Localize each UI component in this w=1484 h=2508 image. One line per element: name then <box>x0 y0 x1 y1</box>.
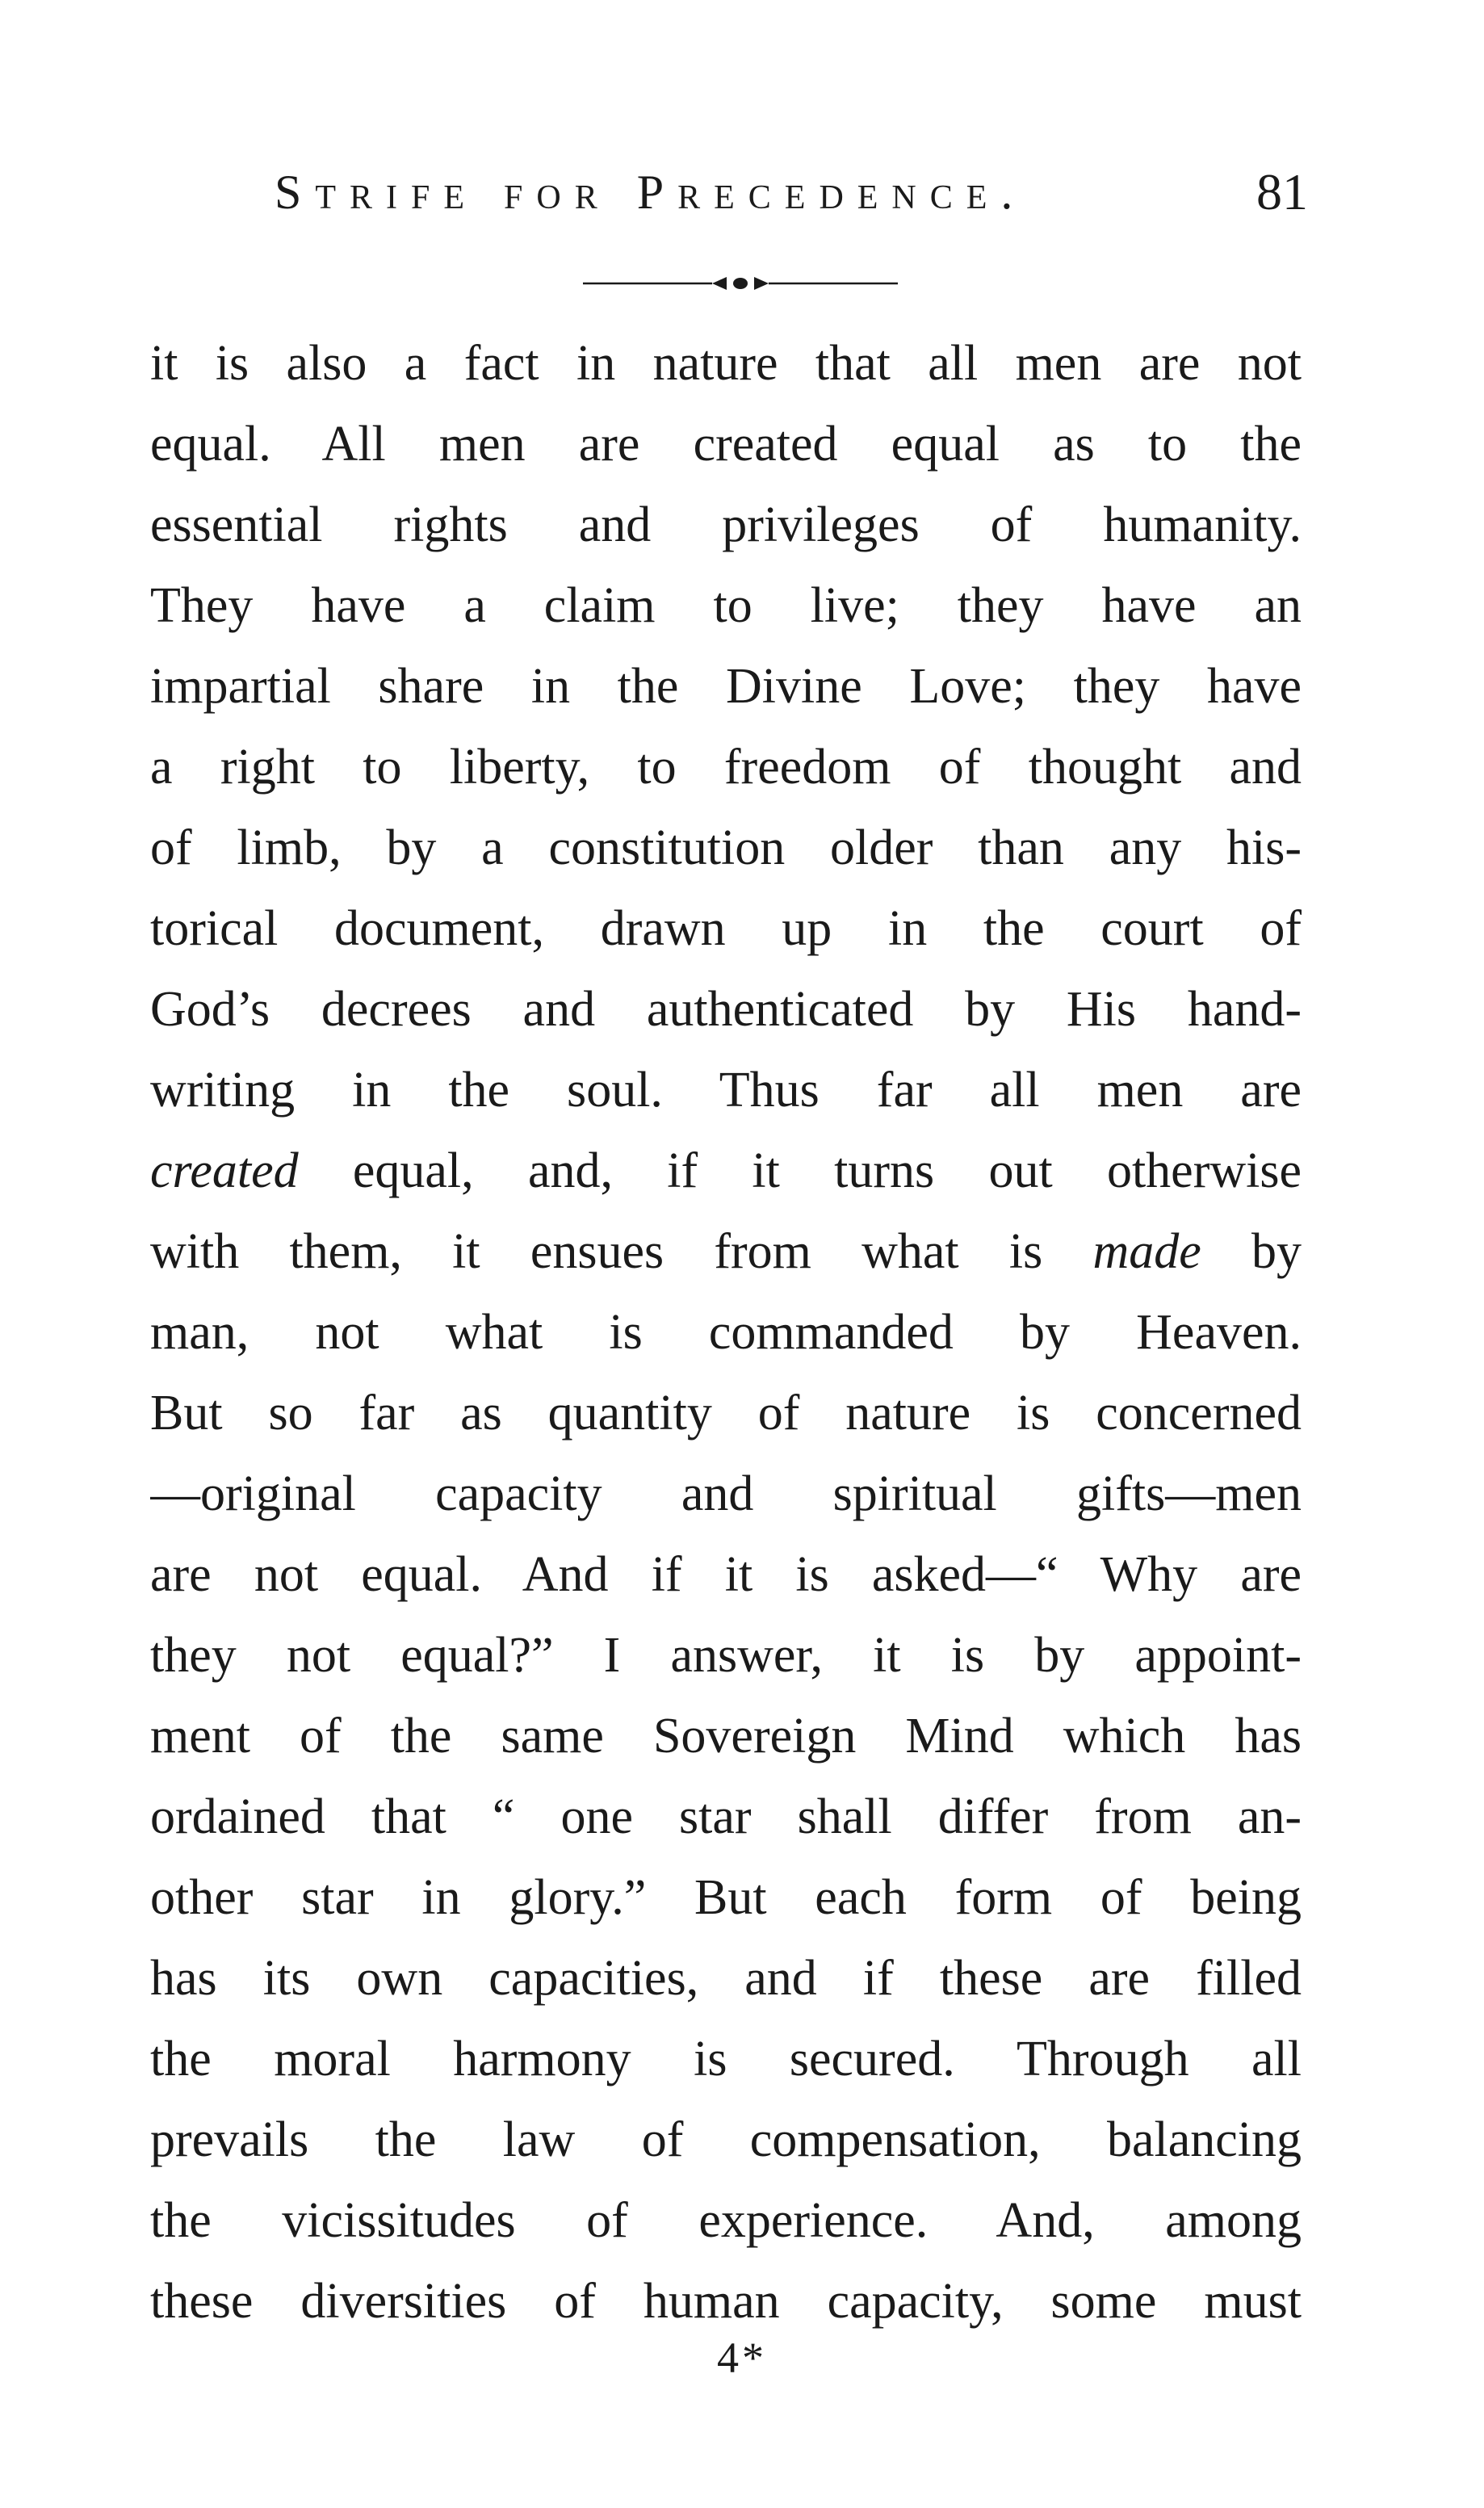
text-segment: they not equal?” I answer, it is by appoint- <box>150 1628 1302 1683</box>
text-segment: other star in glory.” But each form of being <box>150 1870 1302 1925</box>
text-segment: impartial share in the Divine Love; they have <box>150 659 1302 714</box>
text-segment: by <box>1201 1224 1302 1279</box>
text-segment: the moral harmony is secured. Through all <box>150 2032 1302 2087</box>
text-segment: it is also a fact in nature that all men are not <box>150 336 1302 391</box>
body-text <box>150 323 1302 2342</box>
text-line <box>150 888 1302 969</box>
ornament-rule <box>583 271 898 296</box>
text-line <box>150 1453 1302 1534</box>
text-segment: torical document, drawn up in the court of <box>150 901 1302 956</box>
text-line <box>150 323 1302 404</box>
text-segment: with them, it ensues from what is <box>150 1224 1093 1279</box>
text-line <box>150 1292 1302 1373</box>
text-line <box>150 1534 1302 1615</box>
text-line <box>150 1211 1302 1292</box>
text-segment: God’s decrees and authenticated by His hand- <box>150 982 1302 1037</box>
text-segment: equal. All men are created equal as to the <box>150 417 1302 472</box>
text-segment: of limb, by a constitution older than any his- <box>150 820 1302 875</box>
text-segment: prevails the law of compensation, balancing <box>150 2112 1302 2167</box>
signature-mark: 4* <box>717 2334 767 2382</box>
text-segment: But so far as quantity of nature is concerned <box>150 1386 1302 1441</box>
text-line <box>150 404 1302 484</box>
text-segment: man, not what is commanded by Heaven. <box>150 1305 1302 1360</box>
text-segment: these diversities of human capacity, some must <box>150 2274 1302 2329</box>
text-line <box>150 1130 1302 1211</box>
text-segment: essential rights and privileges of humanity. <box>150 497 1302 552</box>
text-line <box>150 1373 1302 1453</box>
text-segment: —original capacity and spiritual gifts—men <box>150 1466 1302 1521</box>
text-line <box>150 1050 1302 1130</box>
text-segment: equal, and, if it turns out otherwise <box>298 1143 1302 1198</box>
text-line <box>150 1938 1302 2019</box>
text-line <box>150 484 1302 565</box>
text-line <box>150 807 1302 888</box>
text-line <box>150 1857 1302 1938</box>
text-line <box>150 1615 1302 1696</box>
text-segment: has its own capacities, and if these are filled <box>150 1951 1302 2006</box>
text-segment: ment of the same Sovereign Mind which has <box>150 1709 1302 1764</box>
text-line <box>150 2180 1302 2261</box>
text-line <box>150 969 1302 1050</box>
italic-word: created <box>150 1143 299 1198</box>
text-segment: the vicissitudes of experience. And, among <box>150 2193 1302 2248</box>
text-segment: a right to liberty, to freedom of thought and <box>150 740 1302 795</box>
text-line <box>150 1776 1302 1857</box>
text-line <box>150 2019 1302 2099</box>
text-segment: writing in the soul. Thus far all men are <box>150 1063 1302 1118</box>
text-line <box>150 565 1302 646</box>
text-segment: They have a claim to live; they have an <box>150 578 1302 633</box>
page-number: 81 <box>1256 163 1308 220</box>
text-line <box>150 646 1302 727</box>
text-line <box>150 1696 1302 1776</box>
text-segment: are not equal. And if it is asked—“ Why are <box>150 1547 1302 1602</box>
text-line <box>150 727 1302 807</box>
running-head <box>275 160 1308 224</box>
text-line <box>150 2099 1302 2180</box>
text-segment: ordained that “ one star shall differ from an- <box>150 1789 1302 1844</box>
italic-word: made <box>1092 1224 1201 1279</box>
running-title: Strife for Precedence. <box>275 166 1027 219</box>
